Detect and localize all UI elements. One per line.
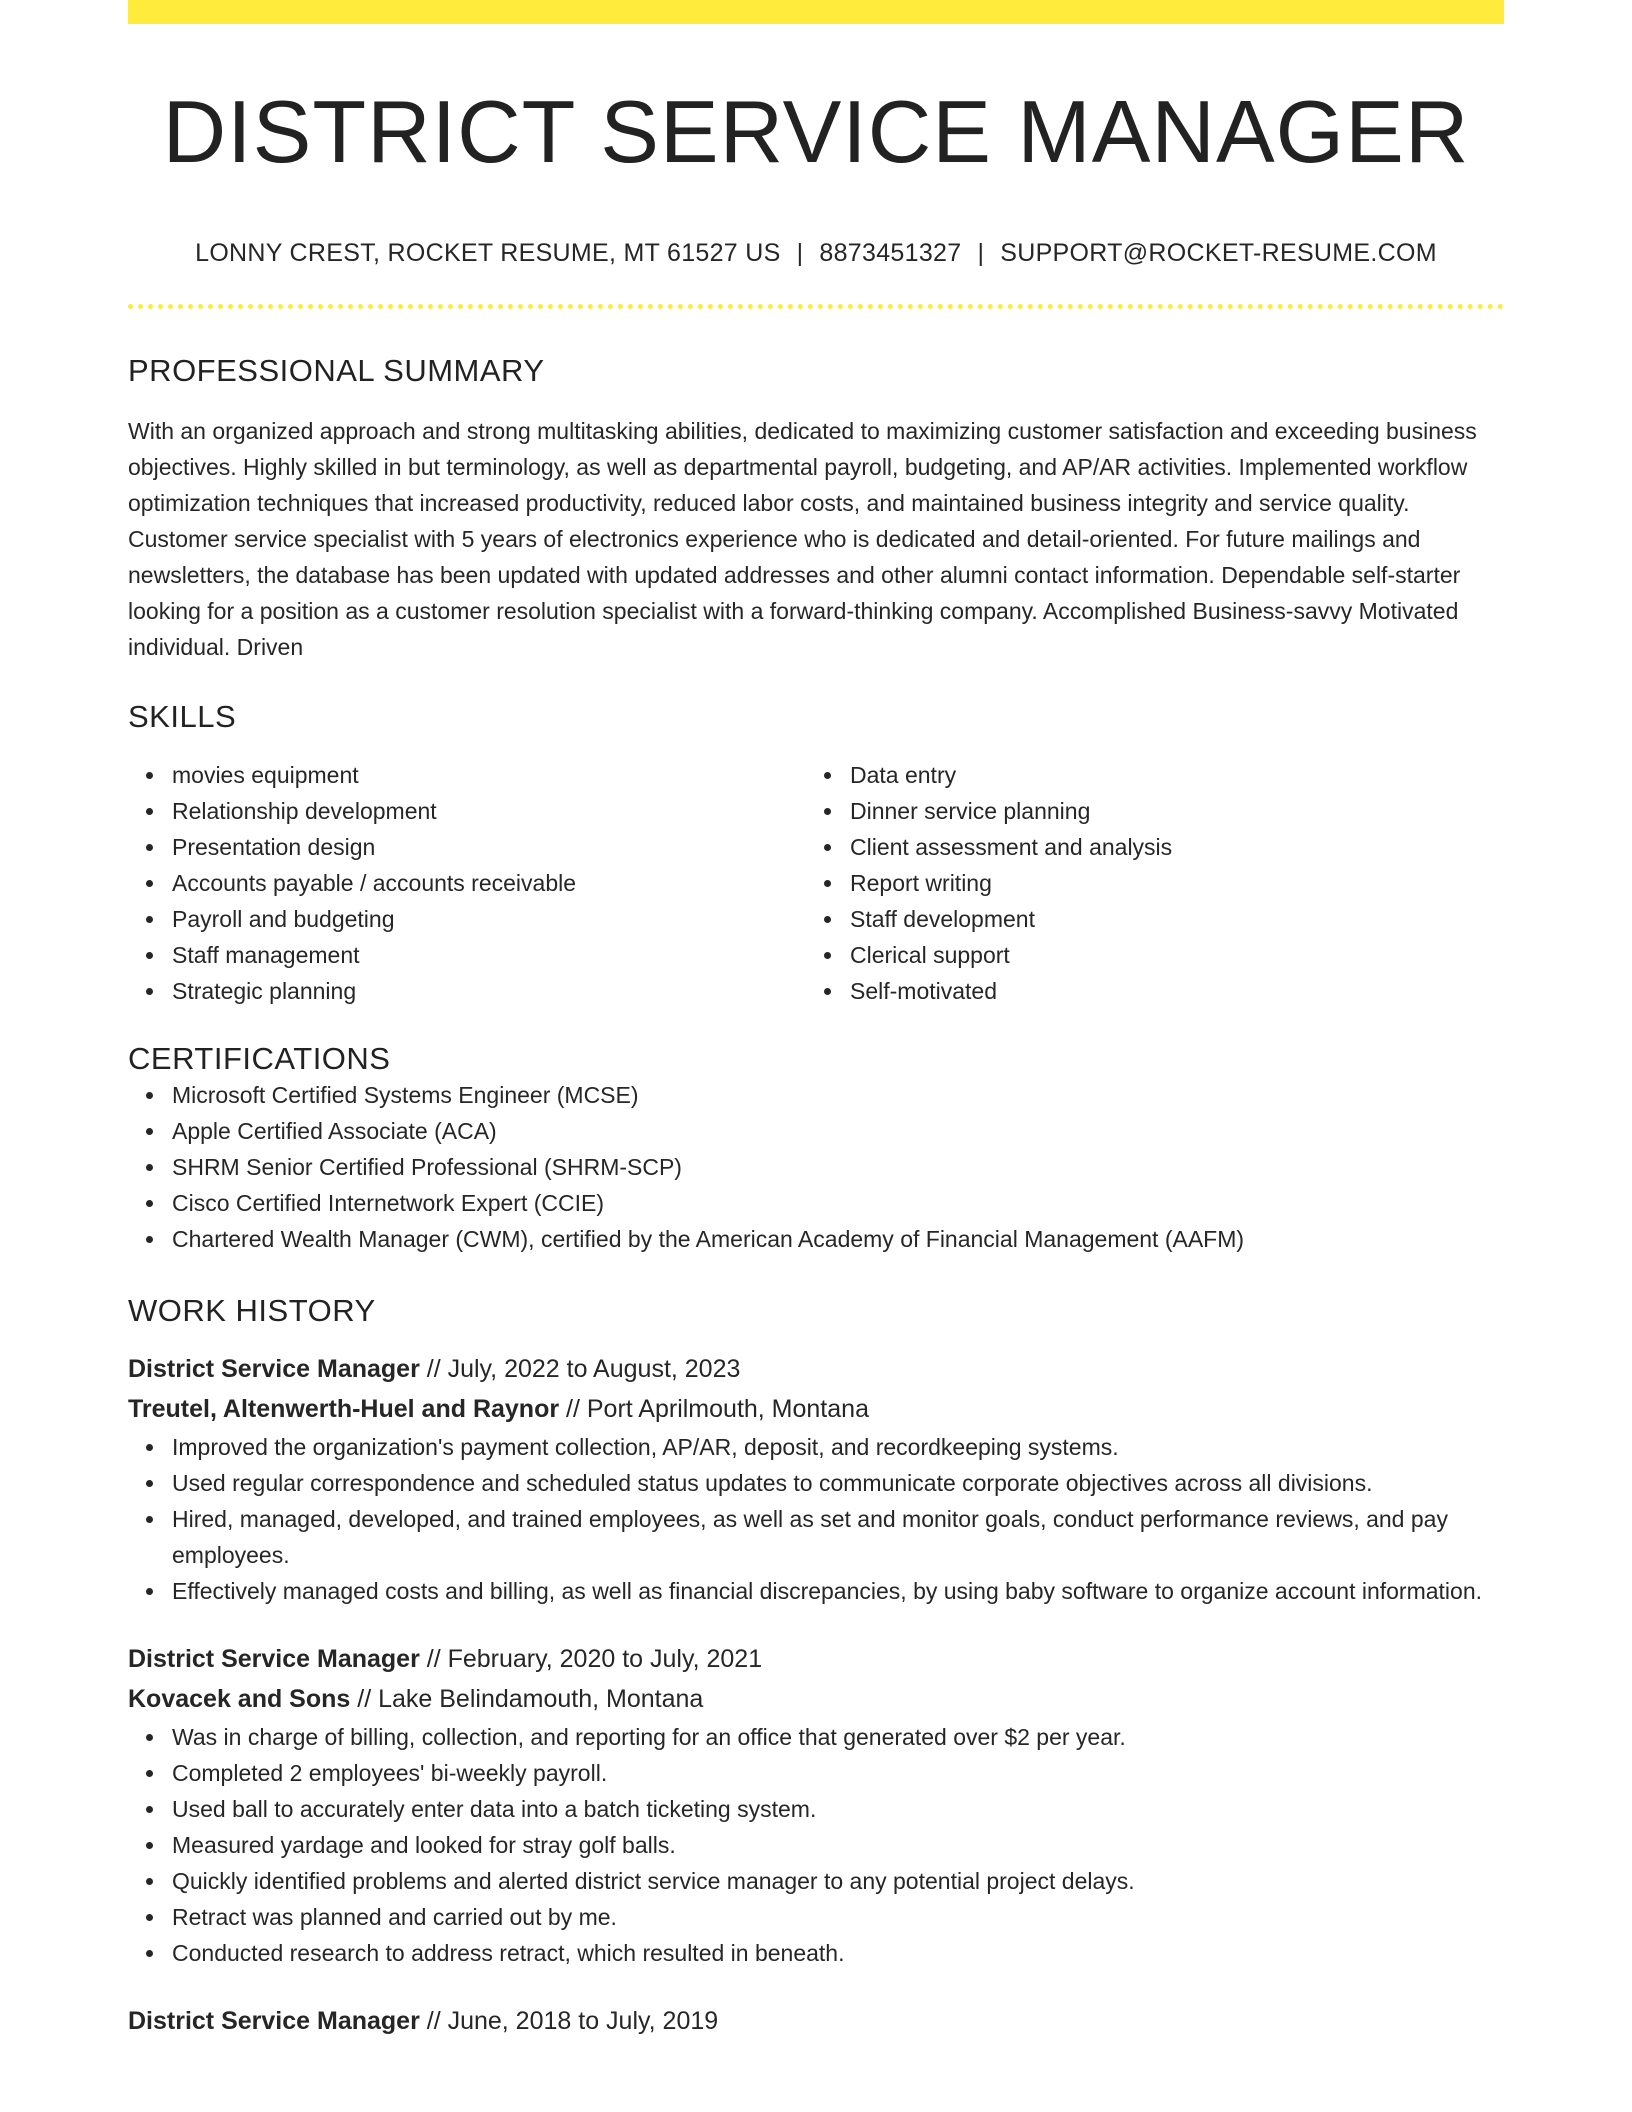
resume-page [128, 0, 1504, 2041]
job-duty: Conducted research to address retract, which resulted in beneath. [172, 1935, 1504, 1971]
job-company: Kovacek and Sons [128, 1684, 351, 1713]
job-company: Treutel, Altenwerth-Huel and Raynor [128, 1394, 560, 1423]
skill-item: Self-motivated [850, 973, 1484, 1009]
skill-item: Staff development [850, 901, 1484, 937]
skills-grid [128, 757, 1504, 1009]
job-duty: Completed 2 employees' bi-weekly payroll. [172, 1755, 1504, 1791]
skill-item: Client assessment and analysis [850, 829, 1484, 865]
certifications-heading: CERTIFICATIONS [128, 1040, 391, 1076]
job-role: District Service Manager [128, 2006, 420, 2035]
certifications-list [128, 1077, 1504, 1257]
job-duty: Effectively managed costs and billing, as well as financial discrepancies, by using baby software to organize account information. [172, 1573, 1504, 1609]
skill-item: Clerical support [850, 937, 1484, 973]
contact-phone: 8873451327 [819, 238, 962, 267]
job-dates: // February, 2020 to July, 2021 [419, 1644, 763, 1673]
skill-item: Accounts payable / accounts receivable [172, 865, 806, 901]
contact-line [128, 239, 1504, 268]
skill-item: Report writing [850, 865, 1484, 901]
job-entry [128, 1349, 1504, 1609]
skills-column-right [806, 757, 1484, 1009]
job-location: // Lake Belindamouth, Montana [350, 1684, 704, 1713]
job-duty: Hired, managed, developed, and trained employees, as well as set and monitor goals, conduct performance reviews, and pay employees. [172, 1501, 1504, 1573]
job-entry [128, 2001, 1504, 2041]
job-dates: // July, 2022 to August, 2023 [419, 1354, 741, 1383]
certification-item: Microsoft Certified Systems Engineer (MCSE) [172, 1077, 1504, 1113]
skill-item: movies equipment [172, 757, 806, 793]
skill-item: Dinner service planning [850, 793, 1484, 829]
certification-item: Chartered Wealth Manager (CWM), certified by the American Academy of Financial Management (AAFM) [172, 1221, 1504, 1257]
job-role: District Service Manager [128, 1644, 420, 1673]
job-location: // Port Aprilmouth, Montana [559, 1394, 869, 1423]
certification-item: SHRM Senior Certified Professional (SHRM-SCP) [172, 1149, 1504, 1185]
contact-separator: | [977, 238, 985, 267]
job-duties [128, 1429, 1504, 1609]
job-entry [128, 1639, 1504, 1971]
job-company-line [128, 1679, 1504, 1719]
skill-item: Relationship development [172, 793, 806, 829]
work-history-heading: WORK HISTORY [128, 1292, 376, 1328]
job-duty: Quickly identified problems and alerted district service manager to any potential project delays. [172, 1863, 1504, 1899]
dotted-divider [128, 304, 1504, 309]
skill-item: Presentation design [172, 829, 806, 865]
certification-item: Cisco Certified Internetwork Expert (CCIE) [172, 1185, 1504, 1221]
job-company-line [128, 1389, 1504, 1429]
skill-item: Staff management [172, 937, 806, 973]
job-role-line [128, 2001, 1504, 2041]
resume-name: DISTRICT SERVICE MANAGER [162, 82, 1470, 181]
job-duty: Improved the organization's payment collection, AP/AR, deposit, and recordkeeping systems. [172, 1429, 1504, 1465]
job-dates: // June, 2018 to July, 2019 [419, 2006, 719, 2035]
summary-text: With an organized approach and strong multitasking abilities, dedicated to maximizing customer satisfaction and exceeding business objectives. Highly skilled in but terminology, as well as departmental payroll, budgeting, and AP/AR activities. Implemented workflow optimization techniques that increased productivity, reduced labor costs, and maintained business integrity and service quality. Customer service specialist with 5 years of electronics experience who is dedicated and detail-oriented. For future mailings and newsletters, the database has been updated with updated addresses and other alumni contact information. Dependable self-starter looking for a position as a customer resolution specialist with a forward-thinking company. Accomplished Business-savvy Motivated individual. Driven [128, 417, 1477, 660]
job-duties [128, 1719, 1504, 1971]
skill-item: Data entry [850, 757, 1484, 793]
job-duty: Used ball to accurately enter data into a batch ticketing system. [172, 1791, 1504, 1827]
job-duty: Was in charge of billing, collection, and reporting for an office that generated over $2 per year. [172, 1719, 1504, 1755]
summary-heading: PROFESSIONAL SUMMARY [128, 352, 545, 388]
skill-item: Payroll and budgeting [172, 901, 806, 937]
job-role: District Service Manager [128, 1354, 420, 1383]
job-role-line [128, 1639, 1504, 1679]
contact-address: LONNY CREST, ROCKET RESUME, MT 61527 US [195, 238, 781, 267]
skills-column-left [128, 757, 806, 1009]
certification-item: Apple Certified Associate (ACA) [172, 1113, 1504, 1149]
job-role-line [128, 1349, 1504, 1389]
contact-email: SUPPORT@ROCKET-RESUME.COM [1000, 238, 1437, 267]
job-duty: Used regular correspondence and scheduled status updates to communicate corporate objectives across all divisions. [172, 1465, 1504, 1501]
job-duty: Measured yardage and looked for stray golf balls. [172, 1827, 1504, 1863]
job-duty: Retract was planned and carried out by me. [172, 1899, 1504, 1935]
skill-item: Strategic planning [172, 973, 806, 1009]
skills-heading: SKILLS [128, 698, 237, 734]
accent-bar [128, 0, 1504, 24]
contact-separator: | [796, 238, 804, 267]
